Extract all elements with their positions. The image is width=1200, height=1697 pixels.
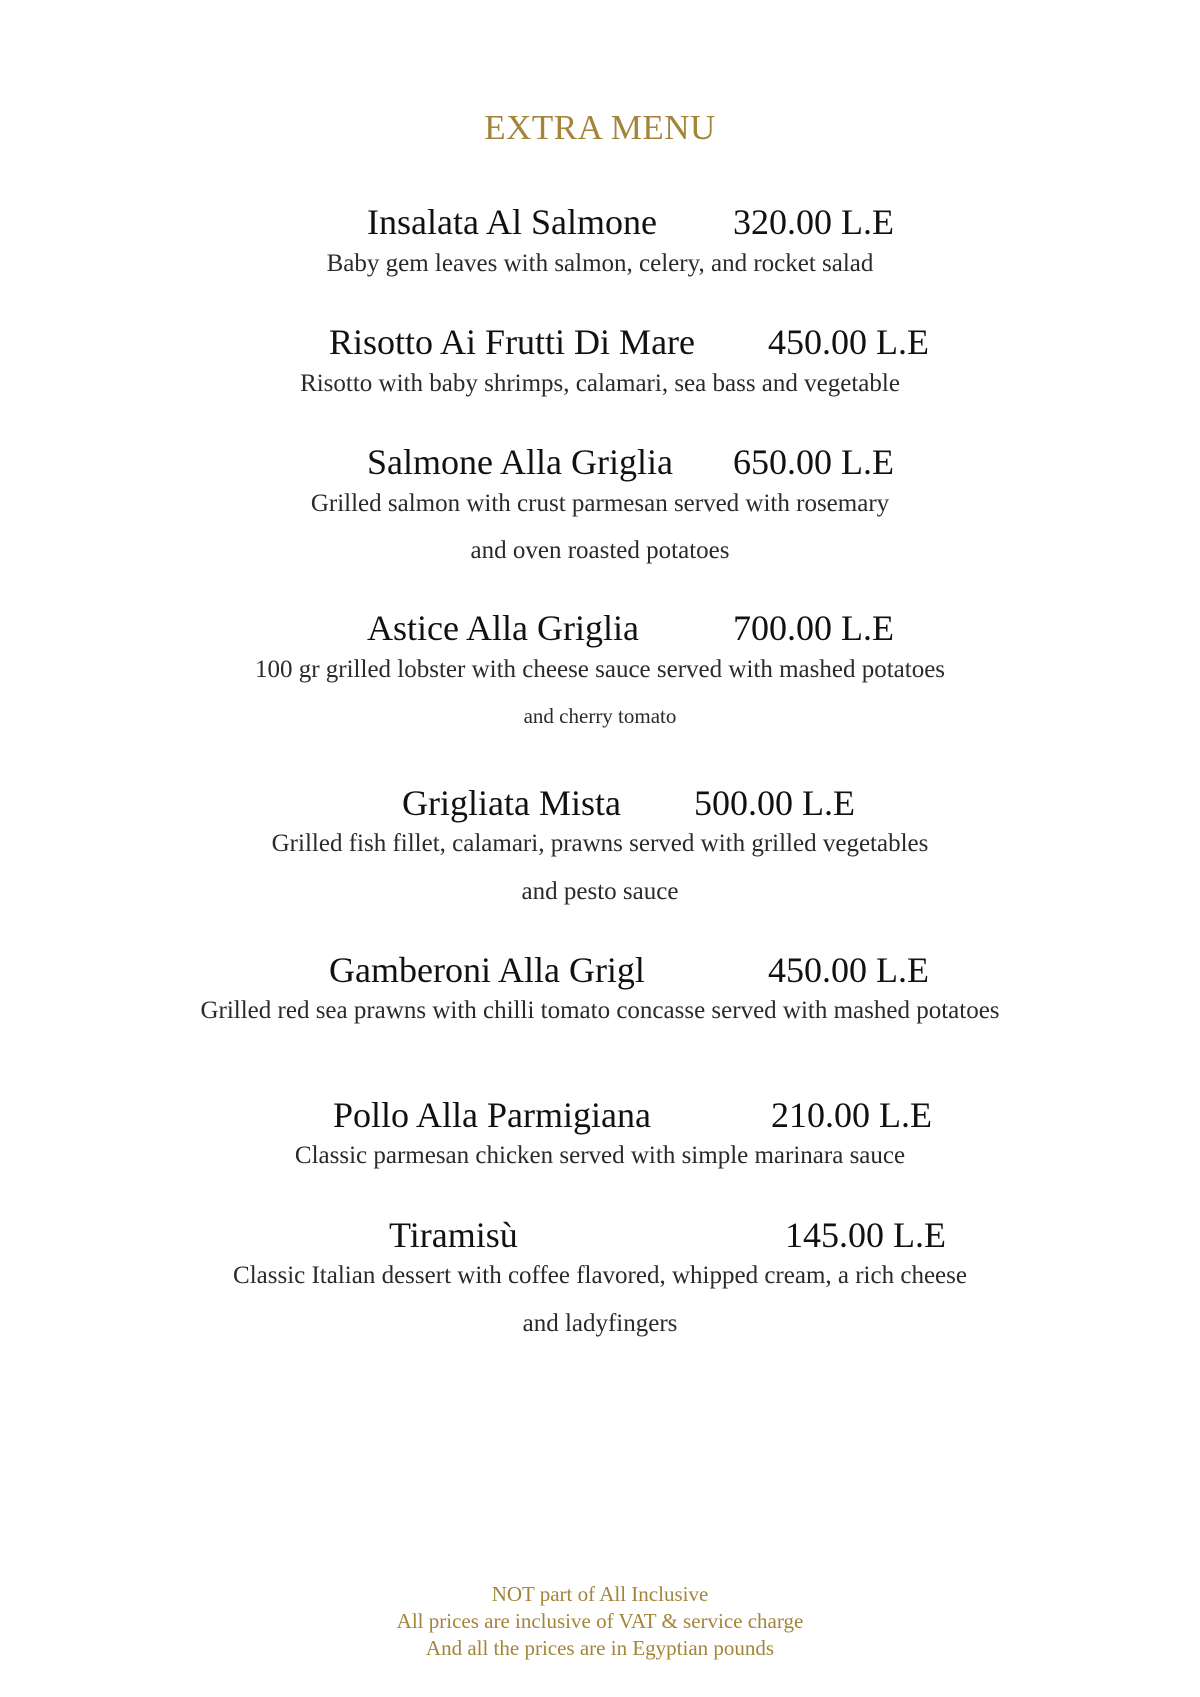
item-description: Grilled fish fillet, calamari, prawns served with grilled vegetables — [271, 830, 929, 857]
item-description: 100 gr grilled lobster with cheese sauce served with mashed potatoes — [254, 656, 946, 683]
menu-item — [0, 948, 1200, 1028]
menu-title: EXTRA MENU — [484, 108, 716, 147]
item-name: Grigliata Mista — [402, 783, 621, 823]
menu-item — [0, 1093, 1200, 1173]
item-description-continued: and pesto sauce — [521, 878, 679, 905]
item-name: Gamberoni Alla Grigl — [329, 950, 645, 990]
menu-item — [0, 440, 1200, 570]
item-description: Baby gem leaves with salmon, celery, and rocket salad — [326, 250, 874, 277]
footer-note-all-inclusive: NOT part of All Inclusive — [491, 1582, 709, 1606]
item-description-continued: and ladyfingers — [522, 1310, 678, 1337]
item-description: Grilled salmon with crust parmesan served with rosemary — [310, 490, 890, 517]
item-name: Salmone Alla Griglia — [367, 442, 673, 482]
item-price: 500.00 L.E — [694, 783, 855, 823]
menu-item — [0, 320, 1200, 400]
item-description: Classic parmesan chicken served with simple marinara sauce — [294, 1142, 906, 1169]
item-price: 650.00 L.E — [733, 442, 894, 482]
menu-item — [0, 781, 1200, 911]
item-price: 450.00 L.E — [768, 950, 929, 990]
item-name: Insalata Al Salmone — [367, 202, 657, 242]
footer-note-vat: All prices are inclusive of VAT & service charge — [396, 1609, 804, 1633]
item-name: Tiramisù — [389, 1215, 518, 1255]
item-price: 320.00 L.E — [733, 202, 894, 242]
item-description-continued: and oven roasted potatoes — [470, 537, 730, 564]
menu-item — [0, 200, 1200, 280]
item-description: Grilled red sea prawns with chilli tomato concasse served with mashed potatoes — [200, 997, 1000, 1024]
item-description: Classic Italian dessert with coffee flavored, whipped cream, a rich cheese — [233, 1262, 967, 1289]
item-description: Risotto with baby shrimps, calamari, sea bass and vegetable — [300, 370, 900, 397]
item-description-continued: and cherry tomato — [523, 704, 677, 728]
menu-item — [0, 1213, 1200, 1343]
item-price: 145.00 L.E — [785, 1215, 946, 1255]
menu-item — [0, 606, 1200, 736]
item-name: Risotto Ai Frutti Di Mare — [329, 322, 696, 362]
item-price: 700.00 L.E — [733, 608, 894, 648]
item-name: Astice Alla Griglia — [367, 608, 639, 648]
footer-note-currency: And all the prices are in Egyptian pounds — [425, 1636, 775, 1660]
item-name: Pollo Alla Parmigiana — [333, 1095, 651, 1135]
item-price: 210.00 L.E — [771, 1095, 932, 1135]
item-price: 450.00 L.E — [768, 322, 929, 362]
